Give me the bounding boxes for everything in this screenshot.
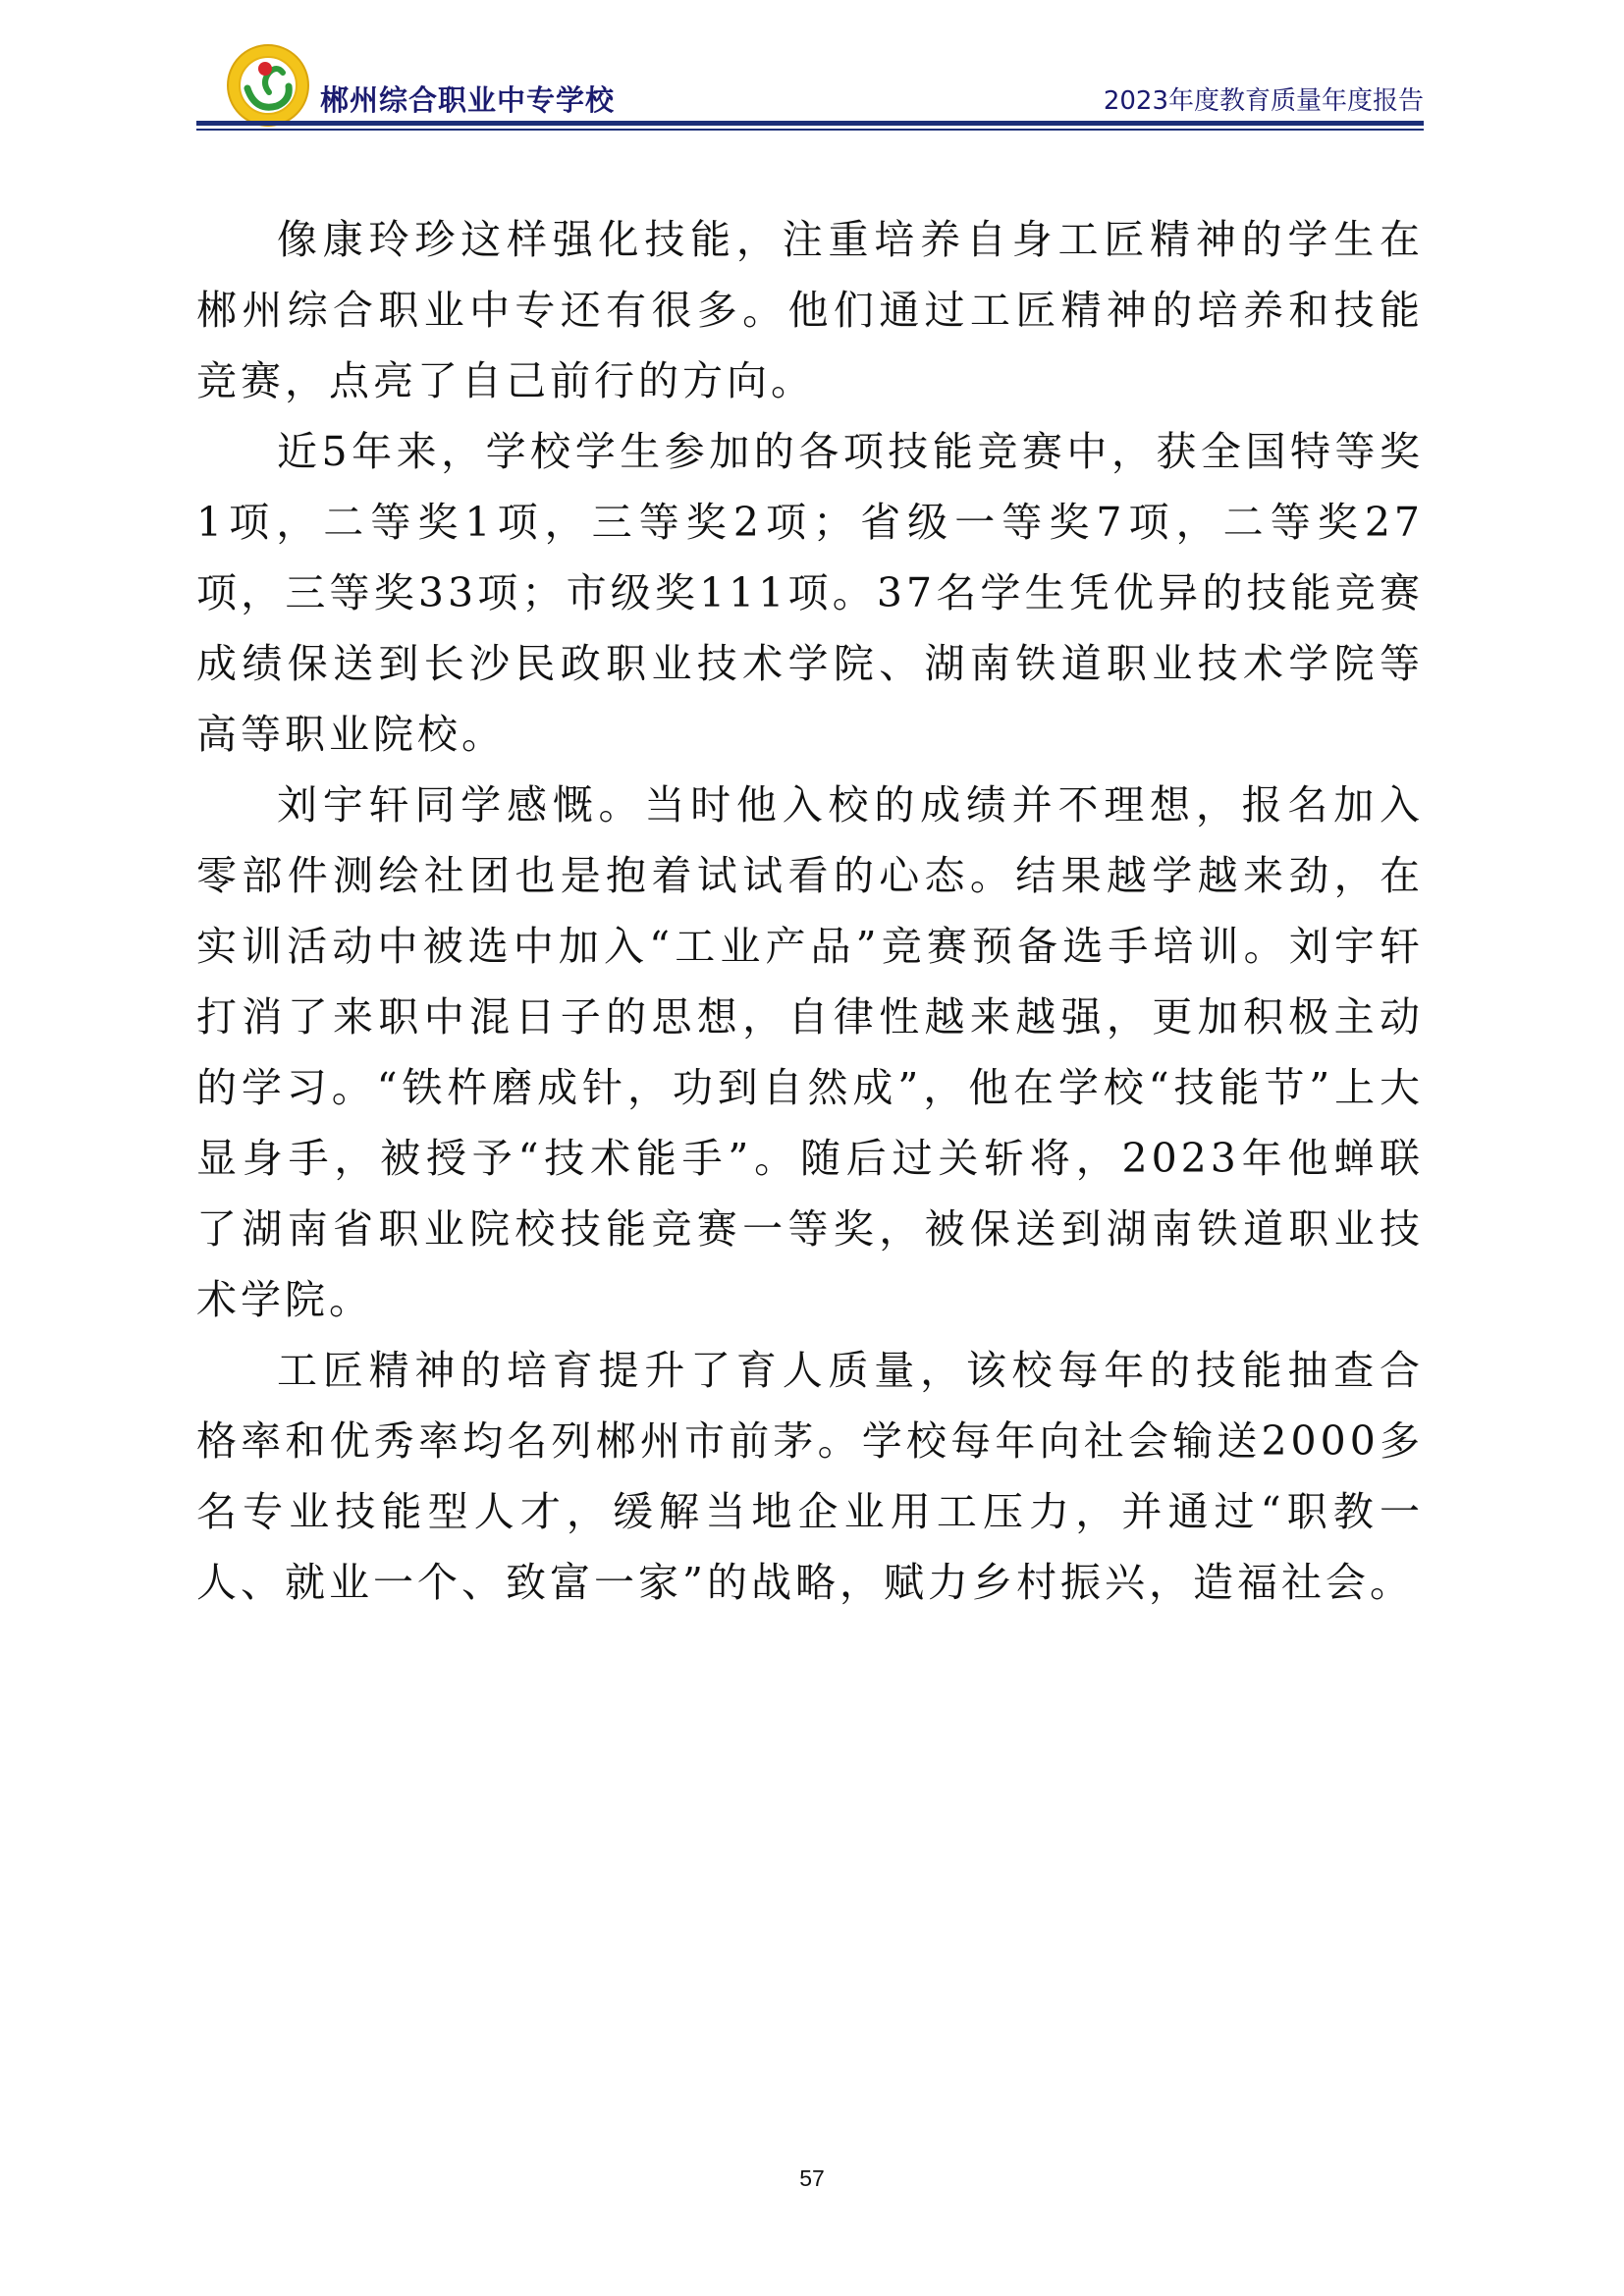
- page-header: [196, 39, 1424, 130]
- school-name: 郴州综合职业中专学校: [320, 83, 616, 117]
- header-rule-thick: [196, 121, 1424, 126]
- header-rule-thin: [196, 129, 1424, 131]
- paragraph: 像康玲珍这样强化技能，注重培养自身工匠精神的学生在郴州综合职业中专还有很多。他们通过工匠精神的培养和技能竞赛，点亮了自己前行的方向。: [196, 216, 1424, 404]
- paragraph: 刘宇轩同学感慨。当时他入校的成绩并不理想，报名加入零部件测绘社团也是抱着试试看的心态。结果越学越来劲，在实训活动中被选中加入“工业产品”竞赛预备选手培训。刘宇轩打消了来职中混日子的思想，自律性越来越强，更加积极主动的学习。“铁杵磨成针，功到自然成”，他在学校“技能节”上大显身手，被授予“技术能手”。随后过关斩将，2023年他蝉联了湖南省职业院校技能竞赛一等奖，被保送到湖南铁道职业技术学院。: [196, 781, 1424, 1323]
- paragraph: 近5年来，学校学生参加的各项技能竞赛中，获全国特等奖1项，二等奖1项，三等奖2项；省级一等奖7项，二等奖27项，三等奖33项；市级奖111项。37名学生凭优异的技能竞赛成绩保送到长沙民政职业技术学院、湖南铁道职业技术学院等高等职业院校。: [196, 428, 1424, 758]
- paragraph: 工匠精神的培育提升了育人质量，该校每年的技能抽查合格率和优秀率均名列郴州市前茅。学校每年向社会输送2000多名专业技能型人才，缓解当地企业用工压力，并通过“职教一人、就业一个、致富一家”的战略，赋力乡村振兴，造福社会。: [196, 1347, 1424, 1606]
- school-emblem-icon: [226, 43, 310, 128]
- page-number: 57: [799, 2165, 825, 2191]
- report-title: 2023年度教育质量年度报告: [1103, 86, 1424, 116]
- body-text: [196, 204, 1424, 1618]
